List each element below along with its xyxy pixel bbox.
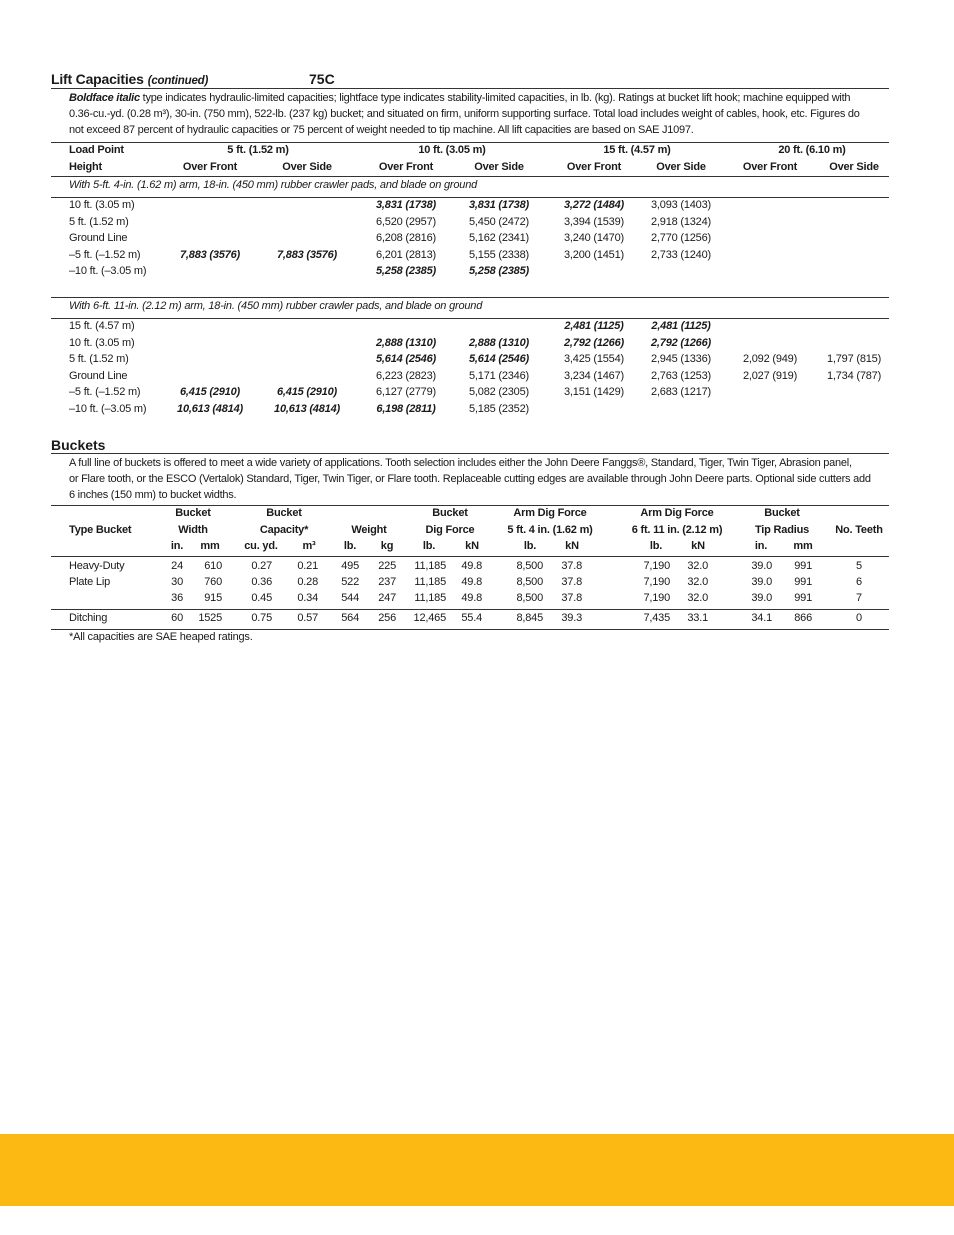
stability-capacity-value: 5,155 (2338)	[469, 248, 529, 261]
divider	[51, 453, 889, 454]
row-height-label: –10 ft. (–3.05 m)	[69, 265, 147, 278]
stability-capacity-value: 6,223 (2823)	[376, 369, 436, 382]
stability-capacity-value: 2,918 (1324)	[651, 215, 711, 228]
bucket-value: 32.0	[687, 560, 708, 572]
bucket-value: 0.75	[251, 612, 272, 624]
bucket-value: 49.8	[461, 576, 482, 588]
row-height-label: Ground Line	[69, 369, 128, 382]
bucket-value: 34.1	[751, 612, 772, 624]
bucket-value: 0.21	[297, 560, 318, 572]
lift-intro	[69, 90, 891, 139]
stability-capacity-value: 2,733 (1240)	[651, 248, 711, 261]
col-header-type-bucket: Type Bucket	[69, 524, 132, 536]
col-header-radius: 20 ft. (6.10 m)	[778, 144, 846, 156]
bucket-group-header: Width	[178, 524, 208, 536]
bucket-value: 7,190	[643, 592, 670, 604]
stability-capacity-value: 6,520 (2957)	[376, 215, 436, 228]
lift-capacities-heading	[51, 71, 208, 87]
bucket-value: 7,190	[643, 560, 670, 572]
bucket-value: 544	[341, 592, 359, 604]
col-header-over-front: Over Front	[566, 161, 622, 173]
bucket-value: 564	[341, 612, 359, 624]
bucket-value: 522	[341, 576, 359, 588]
bucket-group-header: Bucket	[175, 507, 211, 519]
bucket-teeth-count: 0	[856, 612, 862, 624]
bucket-value: 11,185	[414, 560, 446, 572]
stability-capacity-value: 6,208 (2816)	[376, 232, 436, 245]
bucket-value: 760	[204, 576, 222, 588]
stability-capacity-value: 5,450 (2472)	[469, 215, 529, 228]
hydraulic-capacity-value: 7,883 (3576)	[180, 248, 240, 261]
bucket-value: 32.0	[687, 592, 708, 604]
col-header-no-teeth: No. Teeth	[835, 524, 883, 536]
bucket-group-header: Bucket	[266, 507, 302, 519]
col-header-over-front: Over Front	[378, 161, 434, 173]
stability-capacity-value: 3,240 (1470)	[564, 232, 624, 245]
bucket-value: 39.0	[751, 560, 772, 572]
bucket-value: 30	[171, 576, 183, 588]
section-caption: With 6-ft. 11-in. (2.12 m) arm, 18-in. (450 mm) rubber crawler pads, and blade on ground	[69, 300, 483, 312]
lift-intro-line: 0.36-cu.-yd. (0.28 m³), 30-in. (750 mm), 522-lb. (237 kg) bucket; and situated on firm, uniform supporting surface. Total load includes weight of cables, hook, etc. Figures do	[69, 108, 860, 121]
continued-label: (continued)	[147, 75, 209, 87]
row-height-label: –5 ft. (–1.52 m)	[69, 248, 141, 261]
bucket-teeth-count: 7	[856, 592, 862, 604]
bucket-group-header: Weight	[351, 524, 387, 536]
divider	[51, 609, 889, 610]
buckets-intro-line: 6 inches (150 mm) to bucket widths.	[69, 489, 237, 502]
row-height-label: 15 ft. (4.57 m)	[69, 320, 135, 332]
row-height-label: Ground Line	[69, 232, 128, 245]
hydraulic-capacity-value: 2,888 (1310)	[376, 336, 436, 349]
stability-capacity-value: 3,234 (1467)	[564, 369, 624, 382]
bucket-value: 0.45	[251, 592, 272, 604]
unit-header: kg	[380, 540, 394, 552]
unit-header: kN	[565, 540, 579, 552]
bucket-group-header: Capacity*	[259, 524, 309, 536]
boldface-note: Boldface italic	[69, 92, 140, 104]
bucket-type: Heavy-Duty	[69, 560, 125, 572]
bucket-value: 0.36	[251, 576, 272, 588]
stability-capacity-value: 6,127 (2779)	[376, 386, 436, 399]
bucket-value: 36	[171, 592, 183, 604]
bucket-value: 49.8	[461, 560, 482, 572]
col-header-over-side: Over Side	[474, 161, 524, 173]
hydraulic-capacity-value: 2,481 (1125)	[651, 320, 711, 332]
bucket-value: 610	[204, 560, 222, 572]
hydraulic-capacity-value: 6,415 (2910)	[277, 386, 337, 399]
hydraulic-capacity-value: 6,415 (2910)	[180, 386, 240, 399]
unit-header: lb.	[523, 540, 537, 552]
bucket-group-header: 5 ft. 4 in. (1.62 m)	[507, 524, 593, 536]
col-header-over-side: Over Side	[656, 161, 706, 173]
row-height-label: 5 ft. (1.52 m)	[69, 353, 129, 366]
stability-capacity-value: 6,201 (2813)	[376, 248, 436, 261]
bucket-value: 0.28	[297, 576, 318, 588]
bucket-value: 33.1	[687, 612, 708, 624]
col-header-over-front: Over Front	[182, 161, 238, 173]
stability-capacity-value: 5,171 (2346)	[469, 369, 529, 382]
bucket-value: 0.34	[297, 592, 318, 604]
bucket-group-header: Tip Radius	[754, 524, 810, 536]
lift-capacities-title: Lift Capacities	[51, 71, 144, 87]
hydraulic-capacity-value: 6,198 (2811)	[376, 403, 436, 415]
bucket-value: 991	[794, 560, 812, 572]
stability-capacity-value: 5,082 (2305)	[469, 386, 529, 399]
bucket-value: 37.8	[561, 560, 582, 572]
bucket-value: 256	[378, 612, 396, 624]
divider	[51, 318, 889, 319]
divider	[51, 197, 889, 198]
bucket-teeth-count: 6	[856, 576, 862, 588]
unit-header: in.	[754, 540, 768, 552]
col-header-load-point: Load Point	[69, 144, 124, 156]
unit-header: lb.	[422, 540, 436, 552]
bucket-value: 60	[171, 612, 183, 624]
bucket-value: 37.8	[561, 576, 582, 588]
stability-capacity-value: 2,770 (1256)	[651, 232, 711, 245]
hydraulic-capacity-value: 3,831 (1738)	[469, 199, 529, 211]
stability-capacity-value: 5,185 (2352)	[469, 403, 529, 415]
bucket-value: 915	[204, 592, 222, 604]
bucket-value: 39.0	[751, 592, 772, 604]
row-height-label: 5 ft. (1.52 m)	[69, 215, 129, 228]
unit-header: mm	[200, 540, 220, 552]
row-height-label: –5 ft. (–1.52 m)	[69, 386, 141, 399]
hydraulic-capacity-value: 2,792 (1266)	[651, 336, 711, 349]
hydraulic-capacity-value: 5,258 (2385)	[376, 265, 436, 278]
col-header-height: Height	[69, 161, 103, 173]
footer-color-band	[0, 1134, 954, 1206]
col-header-radius: 5 ft. (1.52 m)	[227, 144, 289, 156]
bucket-value: 225	[378, 560, 396, 572]
bucket-group-header: 6 ft. 11 in. (2.12 m)	[631, 524, 723, 536]
col-header-radius: 15 ft. (4.57 m)	[603, 144, 671, 156]
hydraulic-capacity-value: 3,831 (1738)	[376, 199, 436, 211]
bucket-value: 1525	[198, 612, 222, 624]
bucket-value: 12,465	[413, 612, 446, 624]
bucket-value: 39.3	[561, 612, 582, 624]
bucket-value: 11,185	[414, 576, 446, 588]
divider	[51, 505, 889, 506]
bucket-value: 49.8	[461, 592, 482, 604]
bucket-type: Plate Lip	[69, 576, 111, 588]
hydraulic-capacity-value: 5,258 (2385)	[469, 265, 529, 278]
unit-header: in.	[170, 540, 184, 552]
unit-header: kN	[465, 540, 479, 552]
model-label: 75C	[309, 71, 335, 87]
unit-header: mm	[793, 540, 813, 552]
col-header-over-front: Over Front	[742, 161, 798, 173]
stability-capacity-value: 1,797 (815)	[826, 353, 882, 366]
hydraulic-capacity-value: 3,272 (1484)	[564, 199, 624, 211]
col-header-over-side: Over Side	[282, 161, 332, 173]
bucket-value: 991	[794, 592, 812, 604]
lift-intro-line	[69, 90, 891, 106]
bucket-value: 0.27	[251, 560, 272, 572]
bucket-value: 0.57	[297, 612, 318, 624]
bucket-teeth-count: 5	[856, 560, 862, 572]
stability-capacity-value: 3,200 (1451)	[564, 248, 624, 261]
hydraulic-capacity-value: 2,888 (1310)	[469, 336, 529, 349]
bucket-value: 866	[794, 612, 812, 624]
divider	[51, 297, 889, 298]
stability-capacity-value: 2,092 (949)	[742, 353, 798, 366]
bucket-value: 237	[378, 576, 396, 588]
bucket-value: 7,190	[643, 576, 670, 588]
bucket-type: Ditching	[69, 612, 108, 624]
bucket-value: 247	[378, 592, 396, 604]
buckets-intro	[69, 455, 891, 504]
hydraulic-capacity-value: 5,614 (2546)	[469, 353, 529, 366]
stability-capacity-value: 1,734 (787)	[826, 369, 882, 382]
bucket-value: 8,845	[516, 612, 543, 624]
buckets-intro-line: A full line of buckets is offered to meet a wide variety of applications. Tooth selection includes either the John Deere Fanggs®, Standard, Tiger, Twin Tiger, Abrasion panel,	[69, 457, 852, 469]
row-height-label: –10 ft. (–3.05 m)	[69, 403, 147, 415]
divider	[51, 176, 889, 177]
stability-capacity-value: 5,162 (2341)	[469, 232, 529, 245]
lift-intro-text: type indicates hydraulic-limited capacities; lightface type indicates stability-limited capacities, in lb. (kg). Ratings at bucket lift hook; machine equipped with	[139, 92, 851, 104]
divider	[51, 556, 889, 557]
stability-capacity-value: 3,151 (1429)	[564, 386, 624, 399]
stability-capacity-value: 2,683 (1217)	[651, 386, 711, 399]
bucket-group-header: Arm Dig Force	[640, 507, 714, 519]
bucket-value: 991	[794, 576, 812, 588]
bucket-value: 8,500	[516, 576, 543, 588]
buckets-intro-line: or Flare tooth, or the ESCO (Vertalok) Standard, Tiger, Twin Tiger, or Flare tooth. Replaceable cutting edges are available through John Deere parts. Optional side cutters add	[69, 473, 871, 486]
divider	[51, 88, 889, 89]
stability-capacity-value: 2,027 (919)	[742, 369, 798, 382]
hydraulic-capacity-value: 10,613 (4814)	[274, 403, 340, 415]
bucket-value: 55.4	[461, 612, 482, 624]
bucket-value: 32.0	[687, 576, 708, 588]
unit-header: cu. yd.	[244, 540, 278, 552]
bucket-group-header: Bucket	[432, 507, 468, 519]
section-caption: With 5-ft. 4-in. (1.62 m) arm, 18-in. (450 mm) rubber crawler pads, and blade on ground	[69, 179, 478, 191]
hydraulic-capacity-value: 10,613 (4814)	[177, 403, 243, 415]
bucket-value: 495	[341, 560, 359, 572]
bucket-group-header: Bucket	[764, 507, 800, 519]
bucket-value: 11,185	[414, 592, 446, 604]
hydraulic-capacity-value: 2,792 (1266)	[564, 336, 624, 349]
stability-capacity-value: 2,763 (1253)	[651, 369, 711, 382]
bucket-group-header: Dig Force	[425, 524, 475, 536]
bucket-group-header: Arm Dig Force	[513, 507, 587, 519]
unit-header: lb.	[649, 540, 663, 552]
hydraulic-capacity-value: 5,614 (2546)	[376, 353, 436, 366]
row-height-label: 10 ft. (3.05 m)	[69, 199, 135, 211]
lift-intro-line: not exceed 87 percent of hydraulic capacities or 75 percent of weight needed to tip machine. All lift capacities are based on SAE J1097.	[69, 124, 694, 137]
stability-capacity-value: 3,394 (1539)	[564, 215, 624, 228]
bucket-value: 24	[171, 560, 183, 572]
row-height-label: 10 ft. (3.05 m)	[69, 336, 135, 349]
bucket-footnote: *All capacities are SAE heaped ratings.	[69, 631, 253, 643]
bucket-value: 8,500	[516, 560, 543, 572]
divider	[51, 142, 889, 143]
divider	[51, 629, 889, 630]
buckets-heading: Buckets	[51, 437, 106, 453]
bucket-value: 7,435	[643, 612, 670, 624]
stability-capacity-value: 3,093 (1403)	[651, 199, 711, 211]
stability-capacity-value: 3,425 (1554)	[564, 353, 624, 366]
bucket-value: 39.0	[751, 576, 772, 588]
stability-capacity-value: 2,945 (1336)	[651, 353, 711, 366]
bucket-value: 8,500	[516, 592, 543, 604]
hydraulic-capacity-value: 7,883 (3576)	[277, 248, 337, 261]
unit-header: lb.	[343, 540, 357, 552]
col-header-radius: 10 ft. (3.05 m)	[418, 144, 486, 156]
unit-header: kN	[691, 540, 705, 552]
hydraulic-capacity-value: 2,481 (1125)	[564, 320, 624, 332]
unit-header: m³	[302, 540, 316, 552]
col-header-over-side: Over Side	[829, 161, 879, 173]
bucket-value: 37.8	[561, 592, 582, 604]
